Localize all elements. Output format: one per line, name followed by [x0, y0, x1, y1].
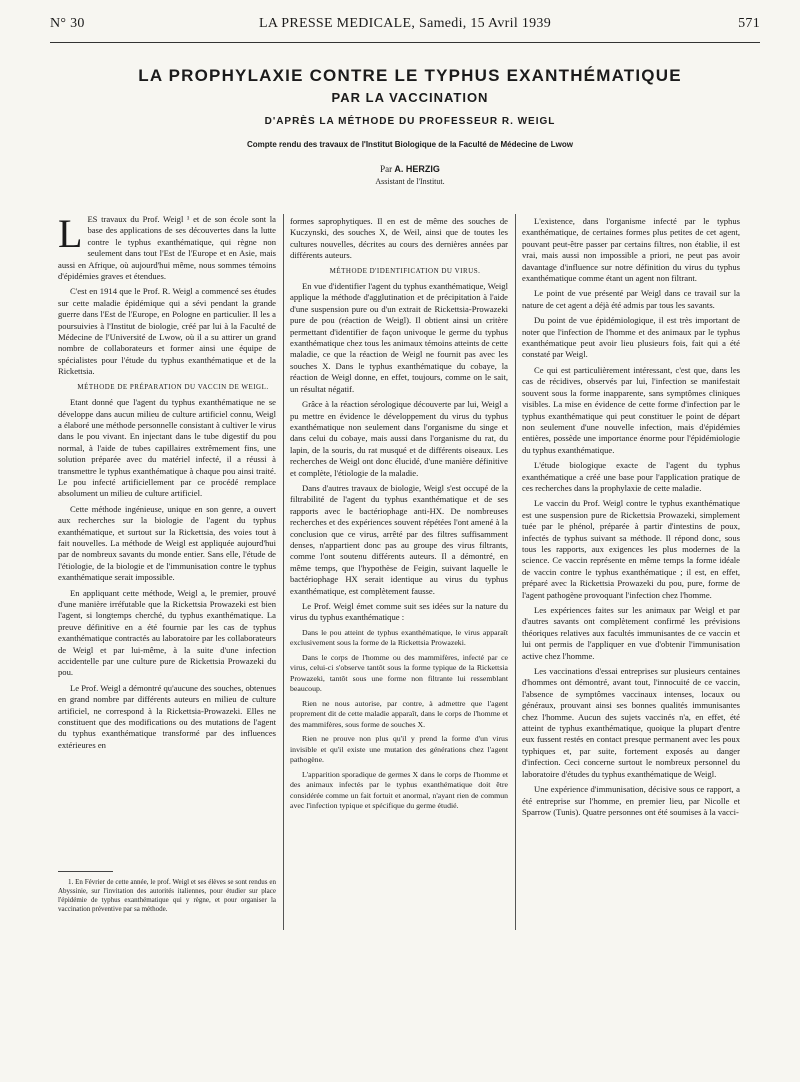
- column-3: [522, 216, 740, 822]
- author-name: A. HERZIG: [394, 164, 440, 174]
- author-prefix: Par: [380, 164, 393, 174]
- quoted-paragraph: Rien ne prouve non plus qu'il y prend la forme d'un virus invisible et qu'il existe une mutation des générations chez l'agent pathogène.: [290, 734, 508, 765]
- paragraph: Le vaccin du Prof. Weigl contre le typhus exanthématique est une suspension pure de Rickettsia Prowazeki, simplement tuée par le phénol, préparée à partir d'intestins de poux, infectés de typhus suivant sa méthode. Il répond donc, sous tous les rapports, aux exigences les plus modernes de la science. Ce vaccin représente en même temps la forme idéale de vaccin contre le typhus exanthématique ; il est, en effet, préparé avec la Rickettsia Prowazeki du pou, pure, forme de l'agent pathogène provoquant l'infection chez l'homme.: [522, 498, 740, 600]
- column-divider: [515, 214, 516, 930]
- article-title: LA PROPHYLAXIE CONTRE LE TYPHUS EXANTHÉMATIQUE: [138, 66, 682, 85]
- compte-rendu-line: Compte rendu des travaux de l'Institut Biologique de la Faculté de Médecine de Lwow: [247, 140, 573, 149]
- paragraph: formes saprophytiques. Il en est de même des souches de Kuczynski, des souches X, de Weil, ainsi que de toutes les cultures nouvelles, décrites au cours des dernières années par différents auteurs.: [290, 216, 508, 261]
- paragraph: Cette méthode ingénieuse, unique en son genre, a ouvert aux recherches sur la biologie de l'agent du typhus exanthématique, et surtout sur la Rickettsia, des voies tout à fait nouvelles. La méthode de Weigl est appliquée aujourd'hui par de nombreux savants du monde entier. Sans elle, l'étude de l'étiologie, de la biologie et de l'immunisation contre le typhus exanthématique serait impossible.: [58, 503, 276, 583]
- paragraph: L'étude biologique exacte de l'agent du typhus exanthématique a créé une base pour l'application pratique de ces recherches dans la prophylaxie de cette maladie.: [522, 460, 740, 493]
- paragraph: En vue d'identifier l'agent du typhus exanthématique, Weigl applique la méthode d'agglutination et de précipitation à l'aide d'une suspension pure ou d'un extrait de Rickettsia-Prowazeki pure de pou (réaction de Weigl). Il obtient ainsi un critère permettant d'identifier de façon univoque le germe du typhus exanthématique chez tous les animaux témoins atteints de cette maladie, ce que la réaction de Weigl ne fournit pas avec les souches X. Dans le typhus exanthématique du cobaye, la réaction de Weigl donne, en effet, toujours, comme on le sait, un résultat négatif.: [290, 281, 508, 394]
- paragraph: LES travaux du Prof. Weigl ¹ et de son école sont la base des applications de ses découvertes dans la lutte contre le typhus exanthématique, qui règne non seulement dans tout l'Est de l'Europe et en Asie, mais aussi en Afrique, où aujourd'hui même, nous sommes témoins d'épidémies graves et étendues.: [58, 211, 276, 282]
- quoted-paragraph: Dans le pou atteint de typhus exanthématique, le virus apparaît exclusivement sous la forme de la Rickettsia Prowazeki.: [290, 627, 508, 648]
- section-heading: MÉTHODE D'IDENTIFICATION DU VIRUS.: [329, 266, 481, 275]
- paragraph: En appliquant cette méthode, Weigl a, le premier, prouvé d'une manière irréfutable que la Rickettsia Prowazeki est bien l'agent, si longtemps cherché, du typhus exanthématique. La preuve définitive en a été fournie par les cas de typhus exanthématique contractés au laboratoire par les collaborateurs de Weigl et par lui-même, à la suite d'une infection accidentelle par une culture pure de Rickettsia Prowazeki du pou.: [58, 587, 276, 678]
- journal-line: LA PRESSE MEDICALE, Samedi, 15 Avril 1939: [258, 16, 552, 31]
- author-role: Assistant de l'Institut.: [375, 177, 445, 186]
- column-2: [290, 216, 508, 816]
- article-subtitle: PAR LA VACCINATION: [331, 90, 489, 105]
- paragraph: Le Prof. Weigl émet comme suit ses idées sur la nature du virus du typhus exanthématique :: [290, 601, 508, 623]
- paragraph: Les vaccinations d'essai entreprises sur plusieurs centaines d'hommes ont démontré, avant tout, l'innocuité de ce vaccin, l'absence de symptômes vaccinaux intenses, locaux ou généraux, prouvant ainsi ses bonnes qualités immunisantes chez l'homme. Aucun des sujets vaccinés n'a, en effet, été atteint de typhus exanthématique, quoique la plupart d'entre eux fussent restés en contact presque permanent avec les poux typhiques et, par suite, fortement exposés au danger d'infection. Ceci concerne surtout le nombreux personnel du laboratoire d'études du typhus exanthématique de Weigl.: [522, 666, 740, 779]
- running-header: [50, 16, 760, 38]
- paragraph: Le point de vue présenté par Weigl dans ce travail sur la nature de cet agent a déjà été admis par tous les savants.: [522, 288, 740, 310]
- paragraph: Du point de vue épidémiologique, il est très important de noter que l'infection de l'homme et des animaux par le typhus exanthématique peut avoir lieu plusieurs fois, fait qui a été constaté par Weigl.: [522, 315, 740, 360]
- paragraph: Ce qui est particulièrement intéressant, c'est que, dans les cas de récidives, observés par lui, l'infection se manifestait souvent sous la forme inapparente, sans symptômes cliniques visibles. La mise en évidence de cette forme d'infection par le typhus exanthématique qui peut constituer le point de départ non seulement d'une nouvelle infection, mais d'épidémies entières, possède une importance énorme pour l'épidémiologie du typhus exanthématique.: [522, 364, 740, 455]
- column-divider: [283, 214, 284, 930]
- paragraph: Etant donné que l'agent du typhus exanthématique ne se développe dans aucun milieu de culture artificiel connu, Weigl a élaboré une méthode personnelle consistant à cultiver le virus dans le pou vivant. En injectant dans le tube digestif du pou normal, à l'aide de tubes capillaires extrêmement fins, une solution préparée avec du matériel infecté, il a réussi à transmettre le typhus exanthématique à chaque pou ainsi traité. Le pou infecté artificiellement par ce procédé remplace absolument un milieu de culture artificiel.: [58, 397, 276, 499]
- page-number: 571: [738, 16, 760, 31]
- paragraph: Les expériences faites sur les animaux par Weigl et par d'autres savants ont complètement confirmé les prévisions théoriques relatives aux facultés immunisantes de ce vaccin et lui ont permis de l'appliquer en vue d'obtenir l'immunisation active chez l'homme.: [522, 605, 740, 661]
- column-1: [58, 211, 276, 755]
- quoted-paragraph: L'apparition sporadique de germes X dans le corps de l'homme et des animaux infectés par le typhus exanthématique doit être considérée comme un fait fortuit et anormal, n'ayant rien de commun avec l'infection typique et spécifique du germe étudié.: [290, 769, 508, 811]
- paragraph: Le Prof. Weigl a démontré qu'aucune des souches, obtenues en grand nombre par différents auteurs en milieu de culture artificiel, ne correspond à la Rickettsia-Prowazeki. Elles ne constituent que des modifications ou des mutations de l'agent du typhus exanthématique transformé par des influences extérieures en: [58, 682, 276, 750]
- quoted-paragraph: Dans le corps de l'homme ou des mammifères, infecté par ce virus, celui-ci s'observe tantôt sous la forme typique de la Rickettsia Prowazeki, tantôt sous une forme non filtrante lui ressemblant beaucoup.: [290, 652, 508, 694]
- paragraph: L'existence, dans l'organisme infecté par le typhus exanthématique, de certaines formes plus petites de cet agent, pouvant peut-être passer par certains filtres, non établie, il est vrai, mais aussi non impossible a priori, ne peut pas avoir davantage d'influence sur notre définition du virus du typhus exanthématique comme étant un agent non filtrant.: [522, 216, 740, 284]
- footnote: 1. En Février de cette année, le prof. Weigl et ses élèves se sont rendus en Abyssinie, sur l'invitation des autorités italiennes, pour étudier sur place l'épidémie de typhus exanthématique qui y règne, et pour organiser la vaccination préventive par sa méthode.: [58, 878, 276, 913]
- header-rule: [50, 42, 760, 43]
- section-heading: MÉTHODE DE PRÉPARATION DU VACCIN DE WEIGL.: [77, 382, 269, 391]
- footnote-rule: [58, 871, 113, 872]
- article-method-line: D'APRÈS LA MÉTHODE DU PROFESSEUR R. WEIGL: [264, 116, 556, 127]
- paragraph: C'est en 1914 que le Prof. R. Weigl a commencé ses études sur cette maladie épidémique qui a sévi pendant la grande guerre dans l'Est de l'Europe, en Pologne en particulier. Il les a poursuivies à l'Institut de biologie, créé par lui à la Faculté de Médecine de l'Université de Lwow, où il a su attirer un grand nombre de collaborateurs et former ainsi une équipe de spécialistes pour l'étude du typhus exanthématique et de la Rickettsia.: [58, 286, 276, 377]
- issue-number: N° 30: [50, 16, 85, 31]
- paragraph: Dans d'autres travaux de biologie, Weigl s'est occupé de la filtrabilité de l'agent du typhus exanthématique et de ses rapports avec le bactériophage anti-HX. De nombreuses recherches et des expériences souvent répétées l'ont amené à la conclusion que ce virus, arrêté par des filtres suffisamment denses, n'appartient donc pas au groupe des virus filtrants, comme l'ont soutenu différents auteurs. Il a démontré, en même temps, que l'hypothèse de Feigin, suivant laquelle le bactériophage HX serait identique au virus du typhus exanthématique, est complètement fausse.: [290, 482, 508, 596]
- paragraph: Une expérience d'immunisation, décisive sous ce rapport, a été entreprise sur l'homme, en premier lieu, par Nicolle et Sparrow (Tunis). Quatre personnes ont été soumises à la vacci-: [522, 784, 740, 817]
- author-line: [60, 164, 760, 174]
- quoted-paragraph: Rien ne nous autorise, par contre, à admettre que l'agent proprement dit de cette maladie apparaît, dans le corps de l'homme et des mammifères, sous forme de souches X.: [290, 698, 508, 729]
- paragraph: Grâce à la réaction sérologique découverte par lui, Weigl a pu mettre en évidence le développement du virus du typhus exanthématique non seulement dans l'organisme du singe et dans celui du cobaye, mais aussi dans l'organisme du rat, du lapin, de la souris, du rat musqué et de différents oiseaux. Les recherches de Weigl ont donc élucidé, d'une manière définitive et complète, l'étiologie de la maladie.: [290, 399, 508, 478]
- drop-cap: L: [58, 211, 83, 256]
